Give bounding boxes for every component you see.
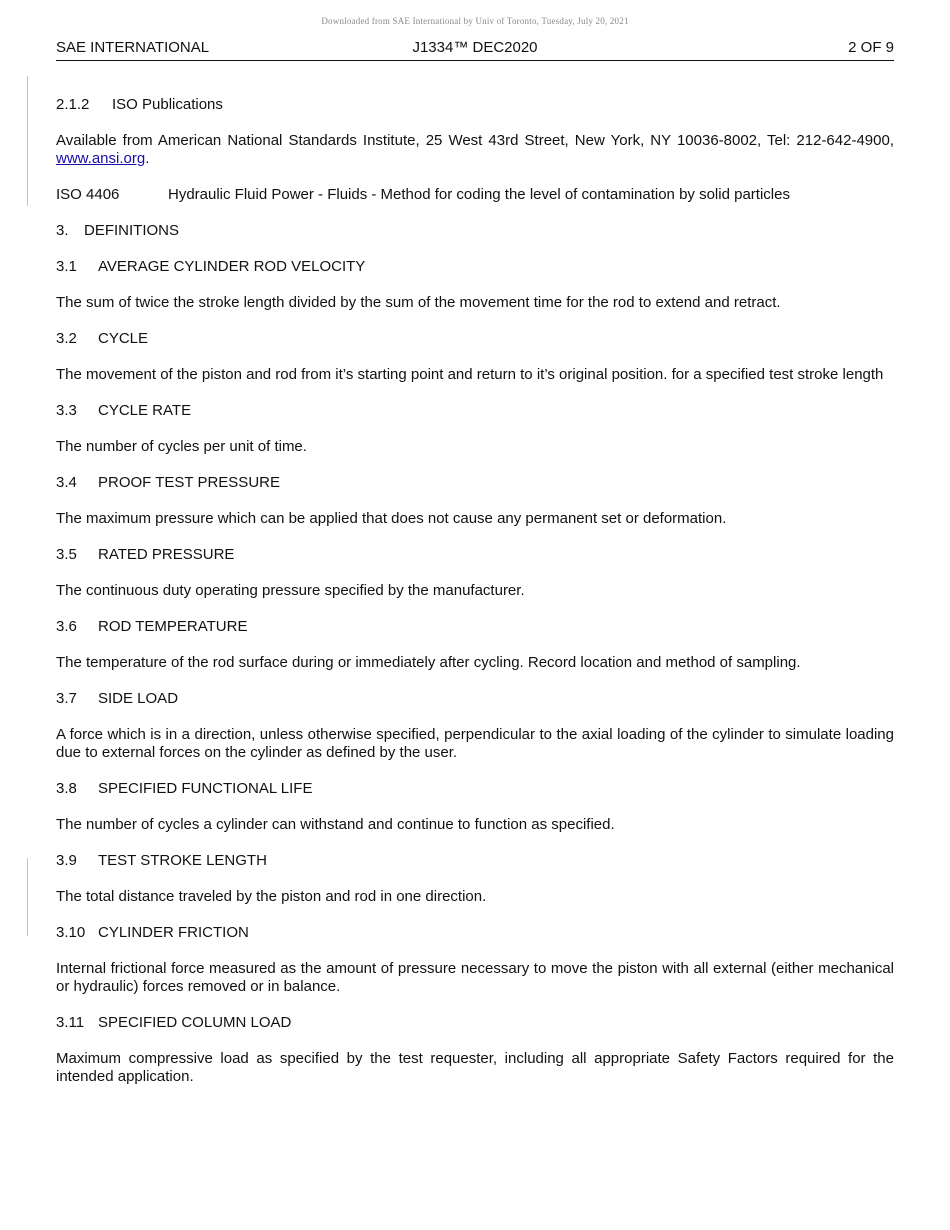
availability-text: Available from American National Standards Institute, 25 West 43rd Street, New York, NY 10036-8002, Tel: 212-642-4900, — [56, 132, 894, 149]
link-suffix: . — [145, 150, 150, 167]
definition-number: 3.10 — [56, 924, 86, 941]
download-watermark: Downloaded from SAE International by Univ of Toronto, Tuesday, July 20, 2021 — [321, 16, 629, 26]
availability-paragraph — [56, 132, 894, 168]
definition-3-10 — [56, 924, 894, 996]
definition-number: 3.11 — [56, 1014, 85, 1031]
definition-text: The number of cycles per unit of time. — [56, 438, 307, 455]
definition-term: TEST STROKE LENGTH — [98, 852, 267, 869]
page-header — [56, 38, 894, 61]
document-body — [56, 96, 894, 1104]
definition-number: 3.3 — [56, 402, 77, 419]
definition-3-6 — [56, 618, 894, 672]
definition-3-1 — [56, 258, 894, 312]
definition-3-2 — [56, 330, 894, 384]
definition-text: The temperature of the rod surface during or immediately after cycling. Record location and method of sampling. — [56, 654, 801, 671]
definition-text: Maximum compressive load as specified by the test requester, including all appropriate Safety Factors required for the intended application. — [56, 1050, 894, 1085]
definition-3-9 — [56, 852, 894, 906]
definition-text: The sum of twice the stroke length divided by the sum of the movement time for the rod to extend and retract. — [56, 294, 781, 311]
definition-text: The total distance traveled by the piston and rod in one direction. — [56, 888, 487, 905]
header-org: SAE INTERNATIONAL — [56, 39, 210, 56]
section-number: 2.1.2 — [56, 96, 90, 113]
definition-3-5 — [56, 546, 894, 600]
definition-number: 3.8 — [56, 780, 77, 797]
definition-3-11 — [56, 1014, 894, 1086]
section-heading-2-1-2 — [56, 96, 894, 114]
definition-text: The maximum pressure which can be applied that does not cause any permanent set or deformation. — [56, 510, 727, 527]
definition-term: AVERAGE CYLINDER ROD VELOCITY — [98, 258, 366, 275]
definition-term: PROOF TEST PRESSURE — [98, 474, 280, 491]
definition-number: 3.9 — [56, 852, 77, 869]
header-page-number: 2 OF 9 — [848, 39, 894, 56]
definition-3-3 — [56, 402, 894, 456]
definition-term: CYCLE RATE — [98, 402, 192, 419]
definition-term: ROD TEMPERATURE — [98, 618, 248, 635]
definition-term: RATED PRESSURE — [98, 546, 235, 563]
definition-number: 3.4 — [56, 474, 77, 491]
definition-3-7 — [56, 690, 894, 762]
section-title: DEFINITIONS — [84, 222, 180, 239]
definition-term: SPECIFIED FUNCTIONAL LIFE — [98, 780, 313, 797]
reference-code: ISO 4406 — [56, 186, 120, 203]
definition-text: The continuous duty operating pressure specified by the manufacturer. — [56, 582, 525, 599]
ansi-link[interactable]: www.ansi.org — [56, 150, 146, 167]
definition-text: Internal frictional force measured as the amount of pressure necessary to move the piston with all external (either mechanical or hydraulic) forces removed or in balance. — [56, 960, 894, 995]
header-doc-id: J1334™ DEC2020 — [412, 39, 538, 56]
section-title: ISO Publications — [112, 96, 223, 113]
definition-number: 3.1 — [56, 258, 77, 275]
definition-term: CYLINDER FRICTION — [98, 924, 249, 941]
definition-number: 3.6 — [56, 618, 77, 635]
section-heading-3 — [56, 222, 894, 240]
definition-term: CYCLE — [98, 330, 149, 347]
section-number: 3. — [56, 222, 69, 239]
change-bar — [27, 76, 28, 206]
definition-3-4 — [56, 474, 894, 528]
definition-text: The number of cycles a cylinder can withstand and continue to function as specified. — [56, 816, 615, 833]
definition-number: 3.5 — [56, 546, 77, 563]
definition-term: SIDE LOAD — [98, 690, 179, 707]
definition-text: The movement of the piston and rod from it’s starting point and return to it’s original position. for a specified test stroke length — [56, 366, 884, 383]
definition-term: SPECIFIED COLUMN LOAD — [98, 1014, 292, 1031]
definition-number: 3.7 — [56, 690, 77, 707]
definition-number: 3.2 — [56, 330, 77, 347]
reference-title: Hydraulic Fluid Power - Fluids - Method for coding the level of contamination by solid particles — [168, 186, 790, 203]
reference-row — [56, 186, 894, 204]
change-bar — [27, 858, 28, 936]
definition-text: A force which is in a direction, unless otherwise specified, perpendicular to the axial loading of the cylinder to simulate loading due to external forces on the cylinder as defined by the user. — [56, 726, 894, 761]
definition-3-8 — [56, 780, 894, 834]
